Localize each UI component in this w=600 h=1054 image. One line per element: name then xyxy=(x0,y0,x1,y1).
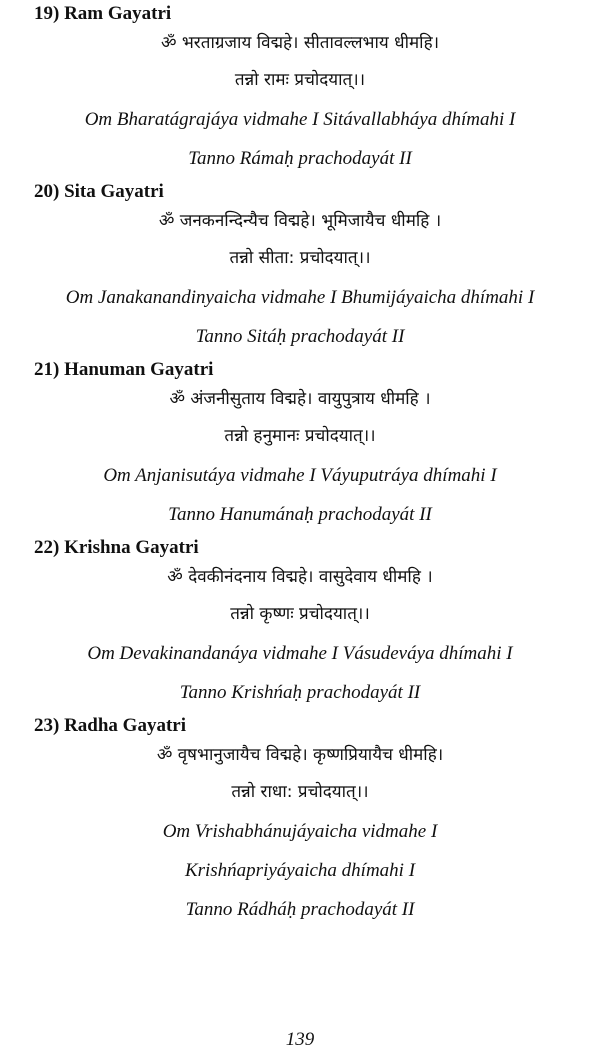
devanagari-line: ॐ जनकनन्दिन्यैच विद्महे। भूमिजायैच धीमहि । xyxy=(158,211,442,231)
section-heading: 20) Sita Gayatri xyxy=(34,181,164,202)
mantra-section xyxy=(0,0,600,178)
transliteration-line: Tanno Rádháḥ prachodayát II xyxy=(185,899,415,920)
mantra-section xyxy=(0,356,600,534)
devanagari-line: ॐ देवकीनंदनाय विद्महे। वासुदेवाय धीमहि । xyxy=(167,567,433,587)
devanagari-line: तन्नो रामः प्रचोदयात्।। xyxy=(234,70,366,90)
mantra-section xyxy=(0,712,600,929)
devanagari-line: ॐ वृषभानुजायैच विद्महे। कृष्णप्रियायैच धीमहि। xyxy=(156,745,444,765)
transliteration-line: Tanno Rámaḥ prachodayát II xyxy=(188,148,412,169)
section-heading: 19) Ram Gayatri xyxy=(34,3,172,24)
transliteration-line: Om Janakanandinyaicha vidmahe I Bhumijáyaicha dhímahi I xyxy=(65,287,535,308)
transliteration-line: Tanno Krishńaḥ prachodayát II xyxy=(179,682,421,703)
transliteration-line: Om Vrishabhánujáyaicha vidmahe I xyxy=(162,821,438,842)
devanagari-line: ॐ अंजनीसुताय विद्महे। वायुपुत्राय धीमहि । xyxy=(169,389,431,409)
devanagari-line: ॐ भरताग्रजाय विद्महे। सीतावल्लभाय धीमहि। xyxy=(160,33,440,53)
transliteration-line: Om Anjanisutáya vidmahe I Váyuputráya dhímahi I xyxy=(103,465,497,486)
devanagari-line: तन्नो कृष्णः प्रचोदयात्।। xyxy=(230,604,370,624)
transliteration-line: Krishńapriyáyaicha dhímahi I xyxy=(184,860,416,881)
transliteration-line: Tanno Sitáḥ prachodayát II xyxy=(195,326,405,347)
transliteration-line: Om Devakinandanáya vidmahe I Vásudeváya dhímahi I xyxy=(87,643,513,664)
mantra-section xyxy=(0,178,600,356)
section-heading: 21) Hanuman Gayatri xyxy=(34,359,214,380)
mantra-section xyxy=(0,534,600,712)
devanagari-line: तन्नो सीता: प्रचोदयात्।। xyxy=(229,248,371,268)
devanagari-line: तन्नो हनुमानः प्रचोदयात्।। xyxy=(224,426,376,446)
page-number: 139 xyxy=(285,1029,315,1050)
section-heading: 23) Radha Gayatri xyxy=(34,715,186,736)
transliteration-line: Tanno Hanumánaḥ prachodayát II xyxy=(168,504,432,525)
transliteration-line: Om Bharatágrajáya vidmahe I Sitávallabháya dhímahi I xyxy=(84,109,516,130)
devanagari-line: तन्नो राधा: प्रचोदयात्।। xyxy=(231,782,369,802)
section-heading: 22) Krishna Gayatri xyxy=(34,537,199,558)
